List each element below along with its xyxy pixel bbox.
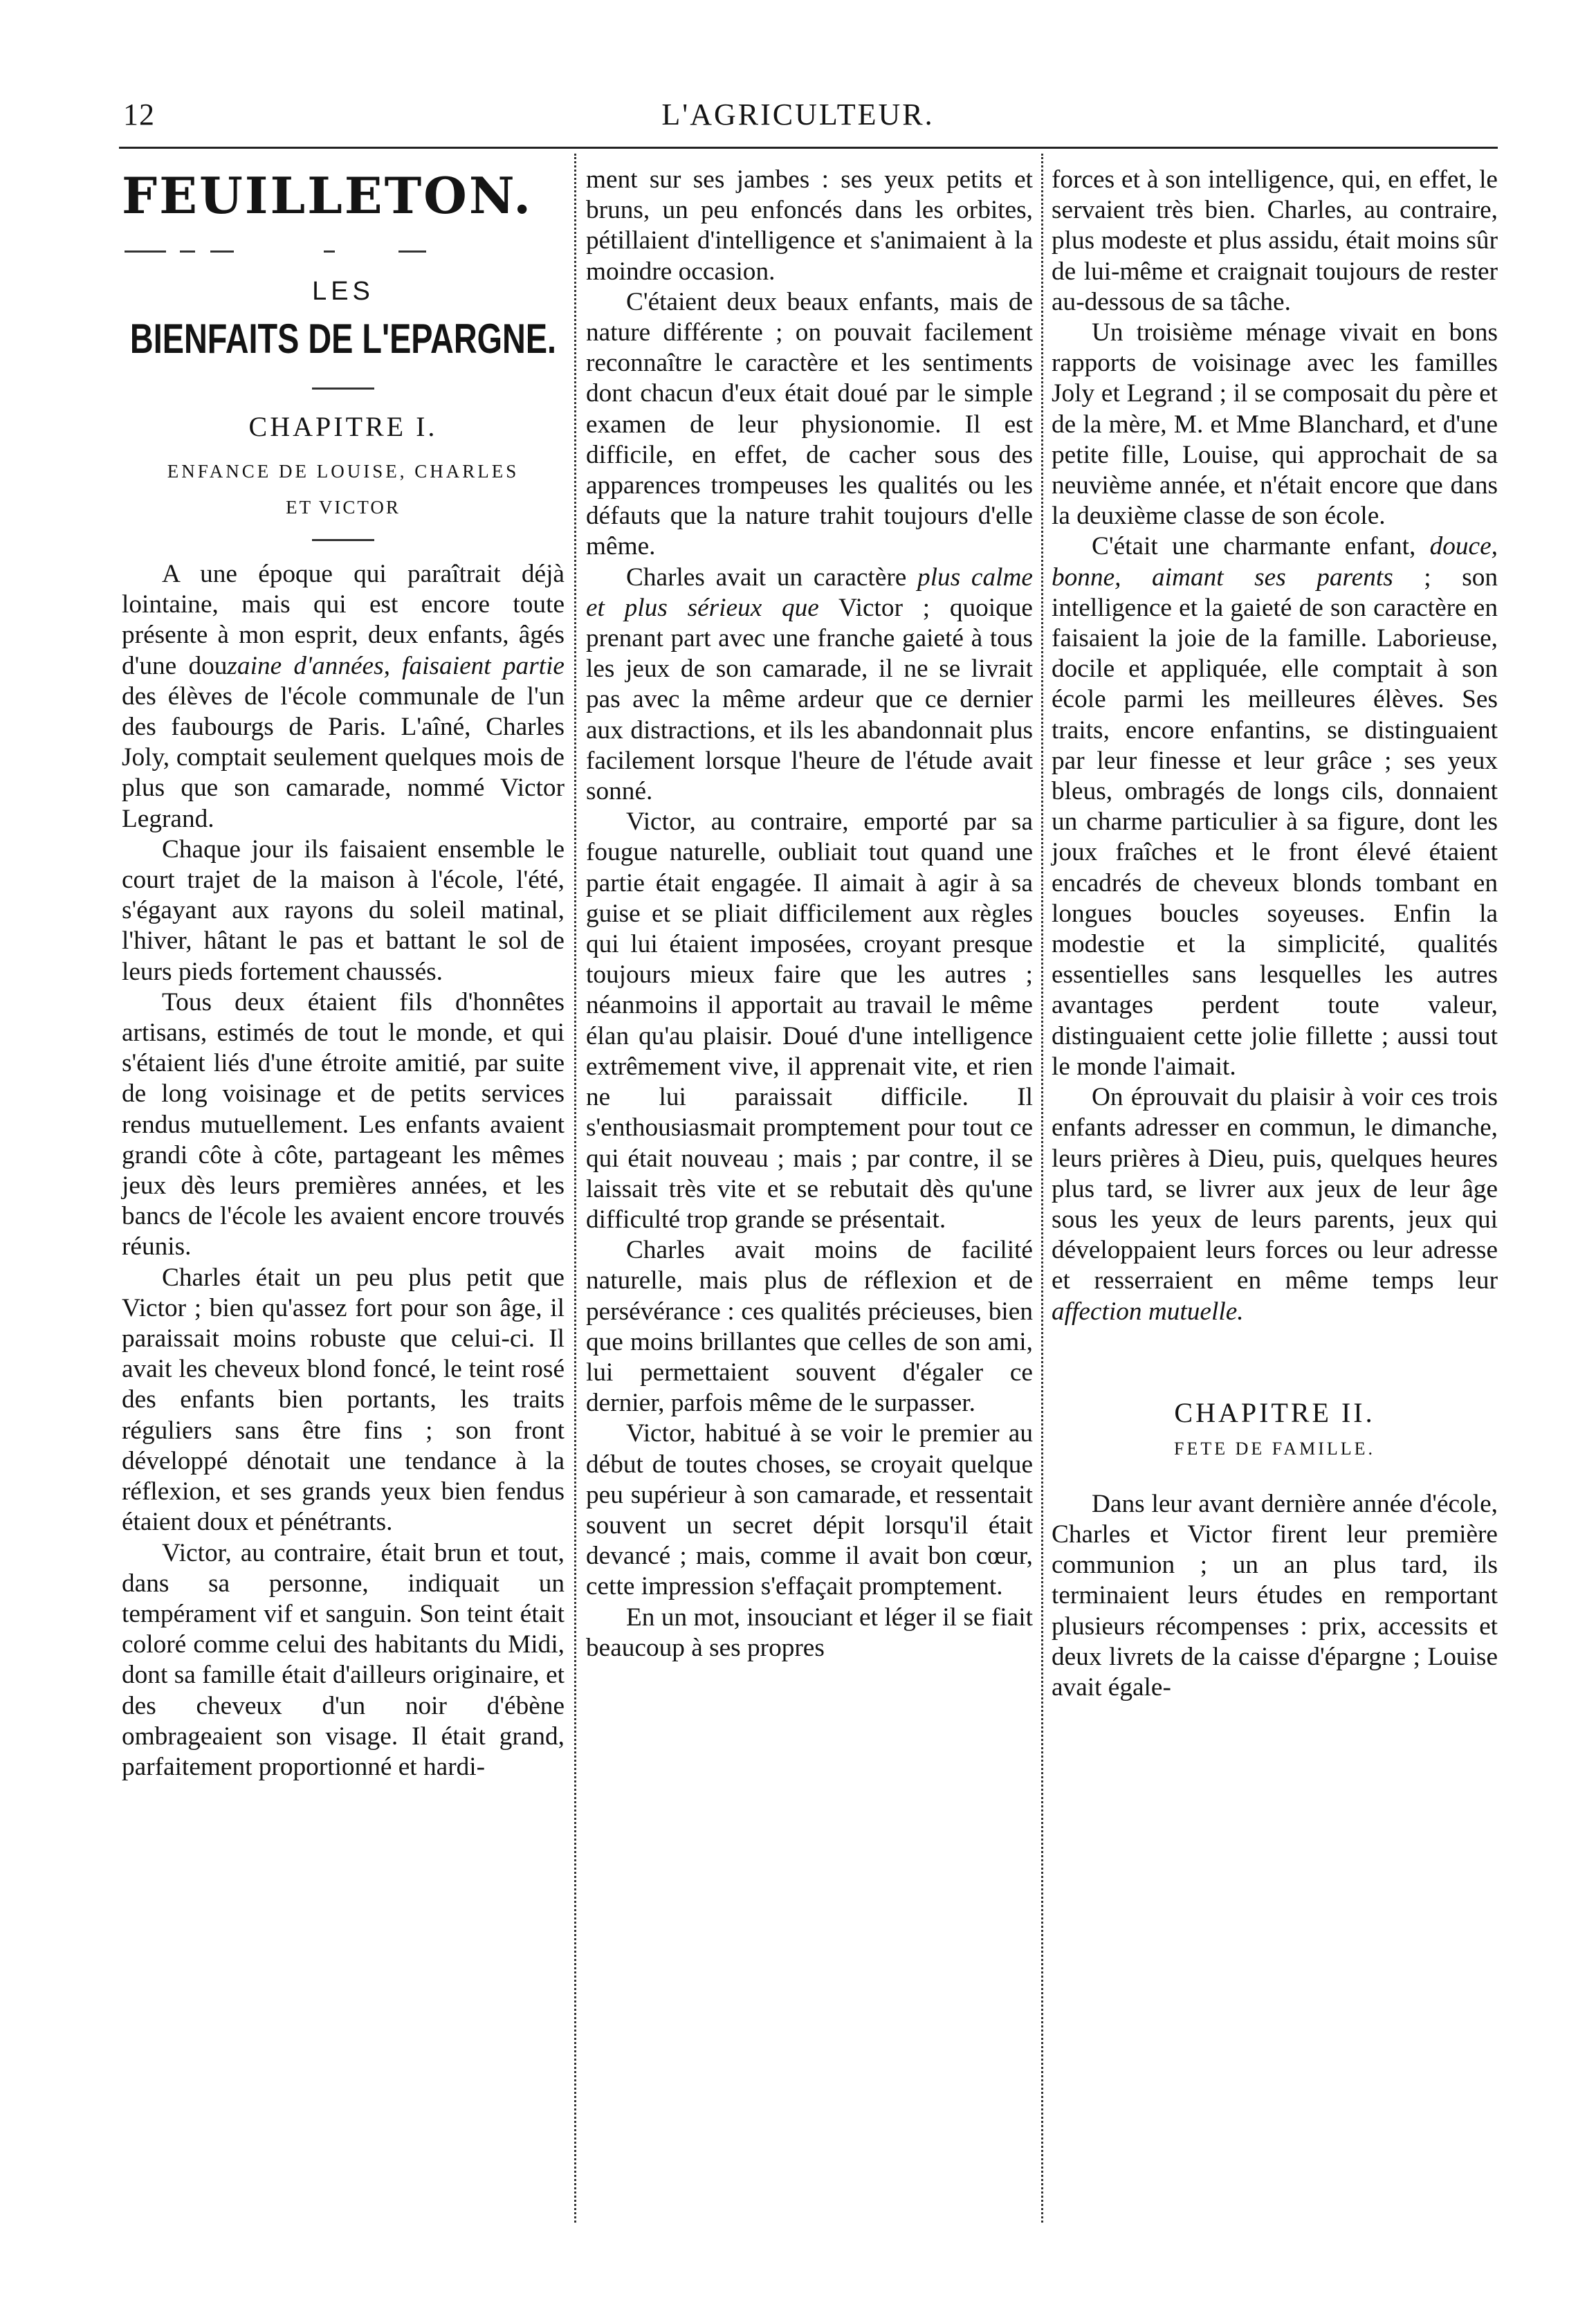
paragraph: Charles était un peu plus petit que Victor ; bien qu'assez fort pour son âge, il paraissait moins robuste que celui-ci. Il avait les cheveux blond foncé, le teint rosé des enfants bien portants, les traits réguliers sans être fins ; son front développé dénotait une tendance à la réflexion, et ses grands yeux bien fendus étaient doux et pénétrants. — [122, 1263, 565, 1537]
paragraph: Charles avait moins de facilité naturelle, mais plus de réflexion et de persévérance : ces qualités précieuses, bien que moins brillantes que celles de son ami, lui permettaient souvent d'égaler ce dernier, parfois même de le surpasser. — [586, 1236, 1033, 1418]
paragraph: Victor, habitué à se voir le premier au début de toutes choses, se croyait quelque peu supérieur à son camarade, et ressentait souvent un secret dépit lorsqu'il était devancé ; mais, comme il avait bon cœur, cette impression s'effaçait promptement. — [586, 1419, 1033, 1601]
chapter-subtitle: ET VICTOR — [286, 497, 401, 518]
paragraph: Victor, au contraire, emporté par sa fougue naturelle, oubliait tout quand une partie était engagée. Il aimait à agir à sa guise et se pliait difficilement aux règles qui lui étaient imposées, croyant presque toujours mieux faire que les autres ; néanmoins il apportait au travail le même élan qu'au plaisir. Doué d'une intelligence extrêmement vive, il apprenait vite, et rien ne lui paraissait difficile. Il s'enthousiasmait promptement pour tout ce qui était nouveau ; mais ; par contre, il se laissait très vite et se rebutait dès qu'une difficulté trop grande se présentait. — [586, 808, 1033, 1234]
paragraph: ment sur ses jambes : ses yeux petits et bruns, un peu enfoncés dans les orbites, pétillaient d'intelligence et s'animaient à la moindre occasion. — [586, 165, 1033, 286]
column-divider — [1041, 154, 1043, 2223]
column-3 — [1052, 165, 1498, 1703]
chapter-heading: CHAPITRE II. — [1174, 1396, 1375, 1428]
paragraph: Dans leur avant dernière année d'école, Charles et Victor firent leur première communion ; un an plus tard, ils terminaient leurs études en remportant plusieurs récompenses : prix, accessits et deux livrets de la caisse d'épargne ; Louise avait égale- — [1052, 1489, 1498, 1702]
chapter-subtitle: ENFANCE DE LOUISE, CHARLES — [167, 461, 520, 482]
pre-title: LES — [312, 277, 374, 306]
column-divider — [574, 154, 576, 2223]
paragraph: C'était une charmante enfant, douce, bonne, aimant ses parents ; son intelligence et la gaieté de son caractère en faisaient la joie de la famille. Laborieuse, docile et appliquée, elle comptait à son école parmi les meilleures élèves. Ses traits, encore enfantins, se distinguaient par leur finesse et leur grâce ; ses yeux bleus, ombragés de longs cils, donnaient un charme particulier à sa figure, dont les joux fraîches et le front élevé étaient encadrés de cheveux blonds tombant en longues boucles soyeuses. Enfin la modestie et la simplicité, qualités essentielles sans lesquelles les autres avantages perdent toute valeur, distinguaient cette jolie fillette ; aussi tout le monde l'aimait. — [1052, 532, 1498, 1081]
divider — [312, 539, 374, 541]
paragraph: C'étaient deux beaux enfants, mais de nature différente ; on pouvait facilement reconnaître le caractère et les sentiments dont chacun d'eux était doué par le simple examen de leur physionomie. Il est difficile, en effet, de cacher sous des apparences trompeuses les qualités ou les défauts que la nature trahit toujours d'elle même. — [586, 287, 1033, 561]
chapter-subtitle: FETE DE FAMILLE. — [1174, 1438, 1375, 1459]
story-title: BIENFAITS DE L'EPARGNE. — [129, 316, 557, 362]
paragraph: Charles avait un caractère plus calme et plus sérieux que Victor ; quoique prenant part avec une franche gaieté à tous les jeux de son camarade, il ne se livrait pas avec la même ardeur que ce dernier aux distractions, et ils les abandonnait plus facilement lorsque l'heure de l'étude avait sonné. — [586, 563, 1033, 806]
paragraph: Tous deux étaient fils d'honnêtes artisans, estimés de tout le monde, et qui s'étaient liés d'une étroite amitié, par suite de long voisinage et de petits services rendus mutuellement. Les enfants avaient grandi côte à côte, partageant les mêmes jeux dès leurs premières années, et les bancs de l'école les avaient encore trouvés réunis. — [122, 987, 565, 1261]
paragraph: On éprouvait du plaisir à voir ces trois enfants adresser en commun, le dimanche, leurs prières à Dieu, puis, quelques heures plus tard, se livrer aux jeux de leur âge sous les yeux de leurs parents, jeux qui développaient leurs forces ou leur adresse et resserraient en même temps leur affection mutuelle. — [1052, 1083, 1498, 1326]
paragraph: Un troisième ménage vivait en bons rapports de voisinage avec les familles Joly et Legrand ; il se composait du père et de la mère, M. et Mme Blanchard, et d'une petite fille, Louise, qui approchait de sa neuvième année, et n'était encore que dans la deuxième classe de son école. — [1052, 318, 1498, 531]
column-2 — [586, 165, 1033, 1663]
column-1 — [122, 165, 565, 1782]
paragraph: Victor, au contraire, était brun et tout, dans sa personne, indiquait un tempérament vif et sanguin. Son teint était coloré comme celui des habitants du Midi, dont sa famille était d'ailleurs originaire, et des cheveux d'un noir d'ébène ombrageaient son visage. Il était grand, parfaitement proportionné et hardi- — [122, 1538, 565, 1781]
feuilleton-label: FEUILLETON. — [122, 166, 533, 225]
paragraph: forces et à son intelligence, qui, en effet, le servaient très bien. Charles, au contraire, plus modeste et plus assidu, était moins sûr de lui-même et craignait toujours de rester au-dessous de sa tâche. — [1052, 165, 1498, 316]
header-rule — [119, 147, 1498, 149]
chapter-heading: CHAPITRE I. — [248, 411, 438, 442]
chapter-2-header — [1052, 1394, 1498, 1464]
page-number: 12 — [123, 98, 155, 131]
paragraph: En un mot, insouciant et léger il se fiait beaucoup à ses propres — [586, 1603, 1033, 1662]
running-title: L'AGRICULTEUR. — [661, 98, 935, 131]
divider — [312, 387, 374, 390]
paragraph: Chaque jour ils faisaient ensemble le court trajet de la maison à l'école, l'été, s'égayant aux rayons du soleil matinal, l'hiver, hâtant le pas et battant le sol de leurs pieds fortement chaussés. — [122, 835, 565, 986]
ornament-rule — [122, 242, 565, 262]
paragraph: A une époque qui paraîtrait déjà lointaine, mais qui est encore toute présente à mon esprit, deux enfants, âgés d'une douzaine d'années, faisaient partie des élèves de l'école communale de l'un des faubourgs de Paris. L'aîné, Charles Joly, comptait seulement quelques mois de plus que son camarade, nommé Victor Legrand. — [122, 560, 565, 833]
